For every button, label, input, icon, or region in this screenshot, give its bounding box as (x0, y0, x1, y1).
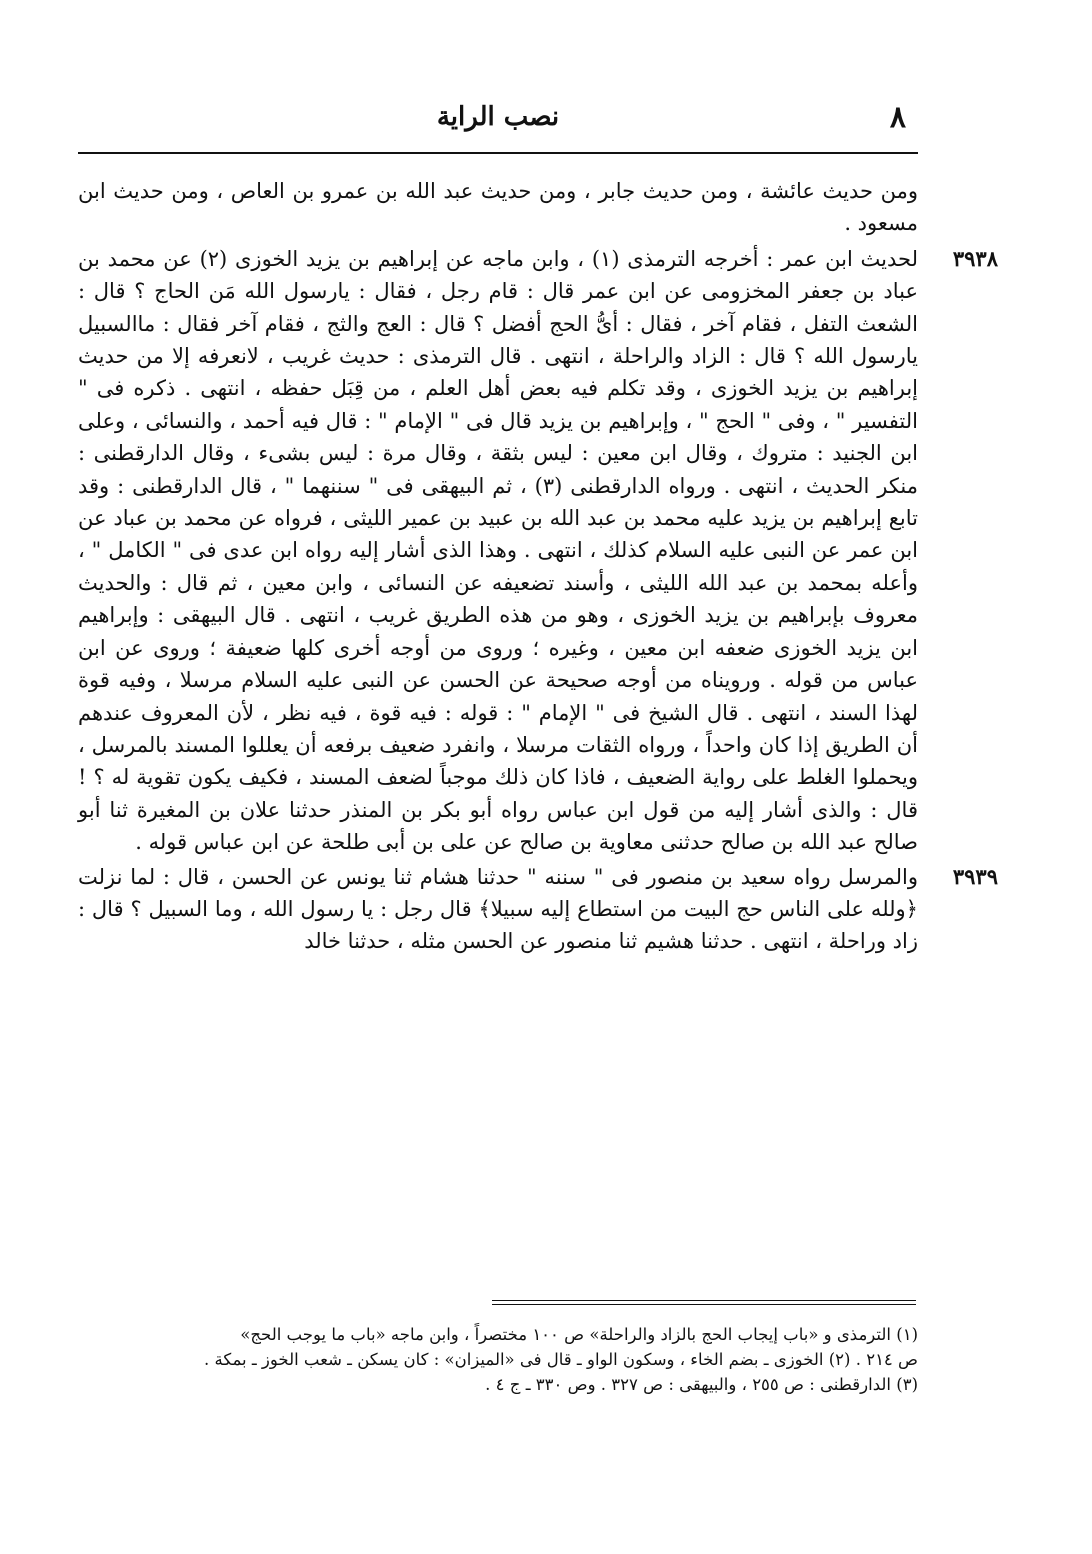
footnote-line: (٣) الدارقطنى : ص ٢٥٥ ، والبيهقى : ص ٣٢٧ . وص ٣٣٠ ـ ج ٤ . (485, 1375, 918, 1394)
hadith-entry-3939 (78, 861, 998, 958)
footnotes (78, 1322, 918, 1397)
footnote-line: ص ٢١٤ . (٢) الخوزى ـ بضم الخاء ، وسكون الواو ـ قال فى «الميزان» : كان يسكن ـ شعب الخوز ـ بمكة . (204, 1350, 918, 1369)
entry-text: لحديث ابن عمر : أخرجه الترمذى (١) ، وابن ماجه عن إبراهيم بن يزيد الخوزى (٢) عن محمد بن عباد بن جعفر المخزومى عن ابن عمر قال : قام رجل ، فقال : يارسول الله مَن الحاج ؟ قال : الشعث التفل ، فقام آخر ، فقال : أىُّ الحج أفضل ؟ قال : العج والثج ، فقام آخر فقال : ماالسبيل يارسول الله ؟ قال : الزاد والراحلة ، انتهى . قال الترمذى : حديث غريب ، لانعرفه إلا من حديث إبراهيم بن يزيد الخوزى ، وقد تكلم فيه بعض أهل العلم ، من قِبَل حفظه ، انتهى . ذكره فى " التفسير " ، وفى " الحج " ، وإبراهيم بن يزيد قال فى " الإمام " : قال فيه أحمد ، والنسائى ، وعلى ابن الجنيد : متروك ، وقال ابن معين : ليس بثقة ، وقال مرة : ليس بشىء ، وقال الدارقطنى : منكر الحديث ، انتهى . ورواه الدارقطنى (٣) ، ثم البيهقى فى " سننهما " ، قال الدارقطنى : وقد تابع إبراهيم بن يزيد عليه محمد بن عبد الله بن عبيد بن عمير الليثى ، فرواه عن محمد بن عباد عن ابن عمر عن النبى عليه السلام كذلك ، انتهى . وهذا الذى أشار إليه رواه ابن عدى فى " الكامل " ، وأعله بمحمد بن عبد الله الليثى ، وأسند تضعيفه عن النسائى ، وابن معين ، ثم قال : والحديث معروف بإبراهيم بن يزيد الخوزى ، وهو من هذه الطريق غريب ، انتهى . قال البيهقى : وإبراهيم ابن يزيد الخوزى ضعفه ابن معين ، وغيره ؛ وروى من أوجه أخرى كلها ضعيفة ؛ وروى عن ابن عباس من قوله . ورويناه من أوجه صحيحة عن الحسن عن النبى عليه السلام مرسلا ، وفيه قوة لهذا السند ، انتهى . قال الشيخ فى " الإمام " : قوله : فيه قوة ، فيه نظر ، لأن المعروف عندهم أن الطريق إذا كان واحداً ، ورواه الثقات مرسلا ، وانفرد ضعيف برفعه أن يعللوا المسند بالمرسل ، ويحملوا الغلط على رواية الضعيف ، فاذا كان ذلك موجباً لضعف المسند ، فكيف يكون تقوية له ؟ ! قال : والذى أشار إليه من قول ابن عباس رواه أبو بكر بن المنذر حدثنا علان بن المغيرة ثنا أبو صالح عبد الله بن صالح حدثنى معاوية بن صالح عن على بن أبى طلحة عن ابن عباس قوله . (78, 246, 918, 855)
entry-text: والمرسل رواه سعيد بن منصور فى " سننه " حدثنا هشام ثنا يونس عن الحسن ، قال : لما نزلت ﴿ولله على الناس حج البيت من استطاع إليه سبيلا﴾ قال رجل : يا رسول الله ، وما السبيل ؟ قال : زاد وراحلة ، انتهى . حدثنا هشيم ثنا منصور عن الحسن مثله ، حدثنا خالد (78, 864, 918, 954)
running-title: نصب الراية (436, 102, 560, 132)
main-text (78, 175, 998, 960)
entry-number: ٣٩٣٨ (952, 245, 998, 271)
header-rule (78, 152, 918, 154)
entry-number: ٣٩٣٩ (952, 863, 998, 889)
intro-paragraph: ومن حديث عائشة ، ومن حديث جابر ، ومن حديث عبد الله بن عمرو بن العاص ، ومن حديث ابن مسعود . (78, 179, 918, 236)
hadith-entry-3938 (78, 243, 998, 859)
page-header (78, 92, 918, 152)
footnote-separator (492, 1300, 916, 1305)
footnote-line: (١) الترمذى و «باب إيجاب الحج بالزاد والراحلة» ص ١٠٠ مختصراً ، وابن ماجه «باب ما يوجب الحج» (240, 1325, 918, 1344)
page-number: ٨ (889, 100, 906, 135)
